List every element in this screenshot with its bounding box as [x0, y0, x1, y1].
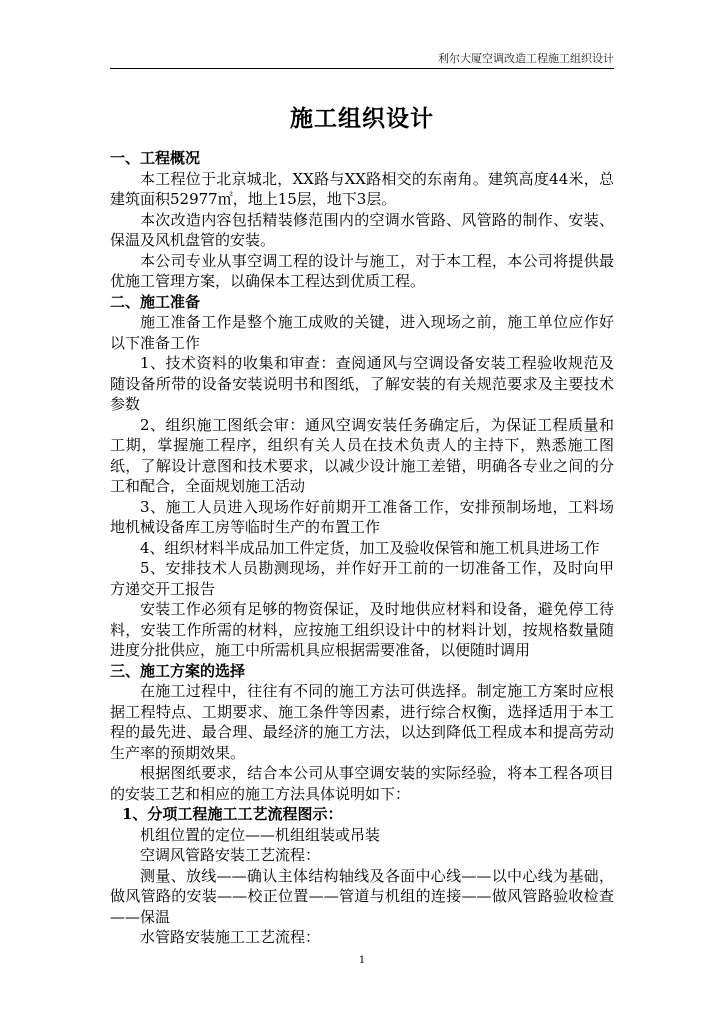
paragraph: 本次改造内容包括精装修范围内的空调水管路、风管路的制作、安装、保温及风机盘管的安装。	[110, 210, 614, 249]
paragraph: 4、组织材料半成品加工件定货，加工及验收保管和施工机具进场工作	[140, 538, 600, 557]
paragraph: 本工程位于北京城北，XX路与XX路相交的东南角。建筑高度44米，总建筑面积52977㎡，地上15层，地下3层。	[110, 169, 614, 208]
running-header: 利尔大厦空调改造工程施工组织设计	[438, 52, 614, 65]
paragraph: 测量、放线——确认主体结构轴线及各面中心线——以中心线为基础，做风管路的安装——校正位置——管道与机组的连接——做风管路验收检查——保温	[110, 866, 614, 926]
page-number: 1	[358, 955, 366, 966]
section-heading: 二、施工准备	[110, 292, 201, 311]
subsection-heading: 1、分项工程施工工艺流程图示：	[122, 805, 343, 823]
paragraph: 空调风管路安装工艺流程：	[140, 846, 321, 864]
paragraph: 2、组织施工图纸会审：通风空调安装任务确定后，为保证工程质量和工期，掌握施工程序，组织有关人员在技术负责人的主持下，熟悉施工图纸，了解设计意图和技术要求，以减少设计施工差错，明确各专业之间的分工和配合，全面规划施工活动	[110, 415, 614, 495]
paragraph: 3、施工人员进入现场作好前期开工准备工作，安排预制场地，工料场地机械设备库工房等临时生产的布置工作	[110, 497, 614, 536]
paragraph: 安装工作必须有足够的物资保证，及时地供应材料和设备，避免停工待料，安装工作所需的材料，应按施工组织设计中的材料计划，按规格数量随进度分批供应，施工中所需机具应根据需要准备，以便随时调用	[110, 600, 614, 659]
paragraph: 施工准备工作是整个施工成败的关键，进入现场之前，施工单位应作好以下准备工作	[110, 313, 614, 352]
paragraph: 本公司专业从事空调工程的设计与施工，对于本工程，本公司将提供最优施工管理方案，以确保本工程达到优质工程。	[110, 251, 614, 290]
document-title: 施工组织设计	[290, 105, 434, 132]
document-body	[110, 148, 614, 948]
paragraph: 1、技术资料的收集和审查：查阅通风与空调设备安装工程验收规范及随设备所带的设备安装说明书和图纸，了解安装的有关规范要求及主要技术参数	[110, 354, 614, 413]
section-heading: 三、施工方案的选择	[110, 661, 246, 680]
paragraph: 在施工过程中，往往有不同的施工方法可供选择。制定施工方案时应根据工程特点、工期要求、施工条件等因素，进行综合权衡，选择适用于本工程的最先进、最合理、最经济的施工方法，以达到降低工程成本和提高劳动生产率的预期效果。	[110, 682, 614, 762]
paragraph: 根据图纸要求，结合本公司从事空调安装的实际经验，将本工程各项目的安装工艺和相应的施工方法具体说明如下：	[110, 764, 614, 803]
section-heading: 一、工程概况	[110, 149, 201, 167]
paragraph: 5、安排技术人员勘测现场，并作好开工前的一切准备工作，及时向甲方递交开工报告	[110, 559, 614, 598]
paragraph: 水管路安装施工工艺流程：	[140, 928, 321, 946]
paragraph: 机组位置的定位——机组组装或吊装	[140, 825, 381, 844]
header-rule	[110, 68, 614, 69]
